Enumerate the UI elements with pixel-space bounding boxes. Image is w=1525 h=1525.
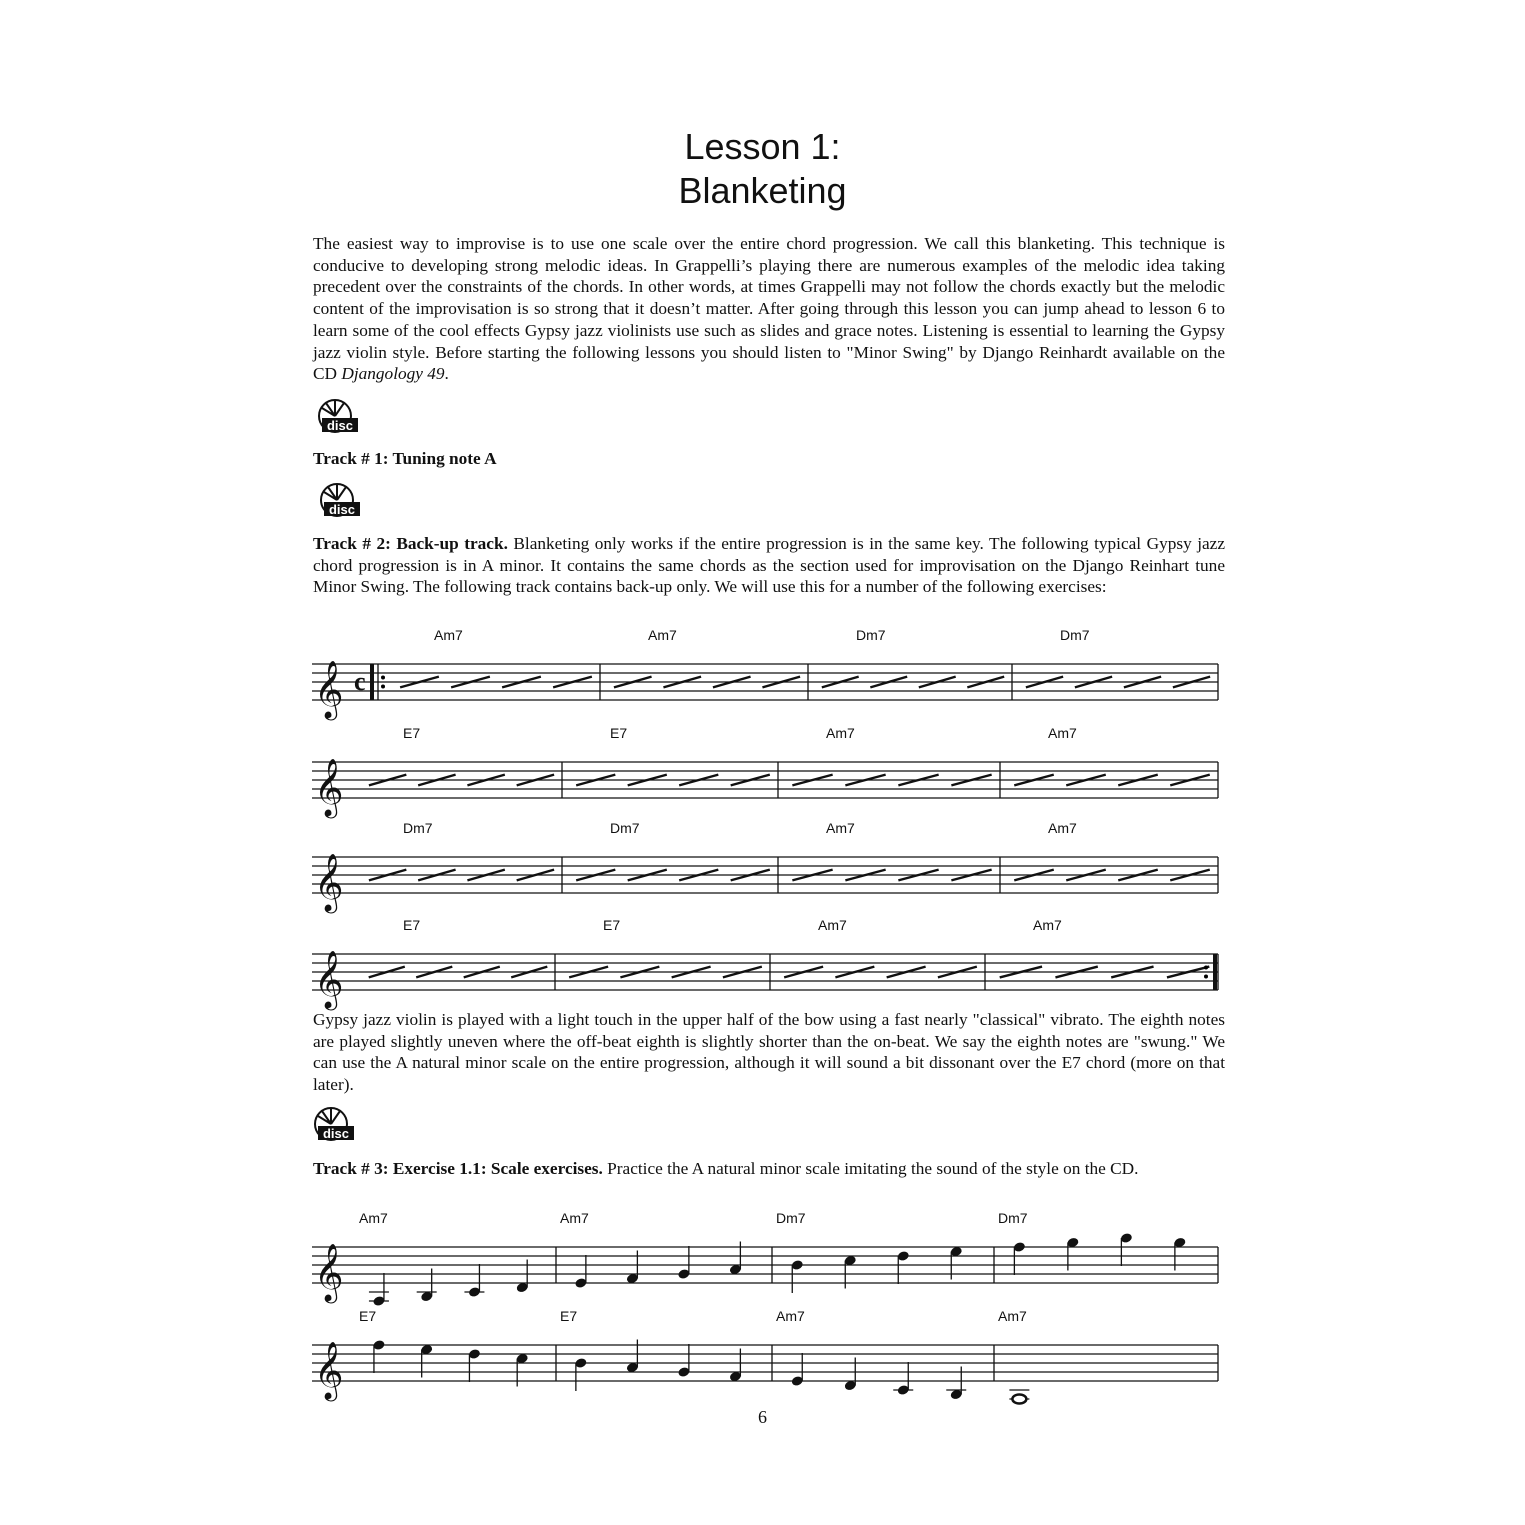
treble-clef: 𝄞 xyxy=(314,1341,344,1399)
repeat-dot xyxy=(381,676,385,680)
repeat-dot xyxy=(381,685,385,689)
track3-heading: Track # 3: Exercise 1.1: Scale exercises. xyxy=(313,1159,603,1178)
progression-staff-3 xyxy=(310,815,1220,915)
cd-icon-label: disc xyxy=(322,1126,350,1141)
chord-symbol: Am7 xyxy=(434,627,463,643)
chord-symbol: Dm7 xyxy=(776,1210,806,1226)
scale-staff-1 xyxy=(310,1205,1220,1310)
chord-symbol: Am7 xyxy=(359,1210,388,1226)
chord-symbol: E7 xyxy=(403,725,421,741)
treble-clef: 𝄞 xyxy=(314,1243,344,1301)
chord-symbol: Am7 xyxy=(998,1308,1027,1324)
intro-text: The easiest way to improvise is to use one scale over the entire chord progression. We call this blanketing. This technique is conducive to developing strong melodic ideas. In Grappelli’s playing there are numerous examples of the melodic idea taking precedent over the constraints of the chords. In other words, at times Grappelli may not follow the chords exactly but the melodic content of the improvisation is so strong that it doesn’t matter. After going through this lesson you can jump ahead to lesson 6 to learn some of the cool effects Gypsy jazz violinists use such as slides and grace notes. Listening is essential to learning the Gypsy jazz violin style. Before starting the following lessons you should listen to "Minor Swing" by Django Reinhardt available on the CD xyxy=(313,234,1225,384)
chord-symbol: Am7 xyxy=(776,1308,805,1324)
repeat-dot xyxy=(1204,975,1208,979)
repeat-dot xyxy=(1204,966,1208,970)
treble-clef: 𝄞 xyxy=(314,758,344,816)
chord-symbol: E7 xyxy=(560,1308,578,1324)
treble-clef: 𝄞 xyxy=(314,853,344,911)
cd-disc-icon xyxy=(310,1106,356,1146)
chord-symbol: Dm7 xyxy=(856,627,886,643)
progression-staff-2 xyxy=(310,720,1220,820)
page-number: 6 xyxy=(758,1407,767,1427)
whole-note xyxy=(1012,1395,1026,1404)
progression-staff-1 xyxy=(310,622,1220,722)
time-signature: c xyxy=(354,667,366,696)
cd-title: Djangology 49 xyxy=(341,364,445,384)
track3-text: Practice the A natural minor scale imitating the sound of the style on the CD. xyxy=(602,1159,1139,1178)
chord-symbol: Dm7 xyxy=(1060,627,1090,643)
track3-paragraph xyxy=(313,1158,1225,1180)
track2-heading: Track # 2: Back-up track. xyxy=(313,534,508,553)
chord-symbol: Am7 xyxy=(826,820,855,836)
chord-symbol: Am7 xyxy=(826,725,855,741)
chord-symbol: Am7 xyxy=(648,627,677,643)
track2-paragraph xyxy=(313,533,1225,598)
chord-symbol: Dm7 xyxy=(998,1210,1028,1226)
scale-staff-2 xyxy=(310,1303,1220,1408)
cd-disc-icon xyxy=(316,482,362,522)
chord-symbol: Am7 xyxy=(1048,725,1077,741)
cd-icon-label: disc xyxy=(328,502,356,517)
chord-symbol: E7 xyxy=(603,917,621,933)
track1-heading: Track # 1: Tuning note A xyxy=(313,449,497,468)
progression-staff-4 xyxy=(310,912,1220,1012)
chord-symbol: Am7 xyxy=(1048,820,1077,836)
track2-text: Blanketing only works if the entire progression is in the same key. The following typical Gypsy jazz chord progression is in A minor. It contains the same chords as the section used for improvisation on the Django Reinhart tune Minor Swing. The following track contains back-up only. We will use this for a number of the following exercises: xyxy=(313,534,1226,597)
chord-symbol: Am7 xyxy=(1033,917,1062,933)
intro-end: . xyxy=(444,364,449,384)
chord-symbol: E7 xyxy=(610,725,628,741)
chord-symbol: E7 xyxy=(359,1308,377,1324)
cd-icon-label: disc xyxy=(326,418,354,433)
cd-disc-icon xyxy=(314,398,360,438)
chord-symbol: Dm7 xyxy=(403,820,433,836)
chord-symbol: Am7 xyxy=(560,1210,589,1226)
treble-clef: 𝄞 xyxy=(314,950,344,1008)
treble-clef: 𝄞 xyxy=(314,660,344,718)
chord-symbol: E7 xyxy=(403,917,421,933)
chord-symbol: Am7 xyxy=(818,917,847,933)
track1-label xyxy=(313,448,1225,470)
chord-symbol: Dm7 xyxy=(610,820,640,836)
lesson-title-line1: Lesson 1: xyxy=(684,126,841,167)
lesson-title-line2: Blanketing xyxy=(678,170,847,211)
middle-paragraph: Gypsy jazz violin is played with a light touch in the upper half of the bow using a fast nearly "classical" vibrato. The eighth notes are played slightly uneven where the off-beat eighth is slightly shorter than the on-beat. We say the eighth notes are "swung." We can use the A natural minor scale on the entire progression, although it will sound a bit dissonant over the E7 chord (more on that later). xyxy=(313,1010,1225,1095)
intro-paragraph xyxy=(313,233,1225,385)
